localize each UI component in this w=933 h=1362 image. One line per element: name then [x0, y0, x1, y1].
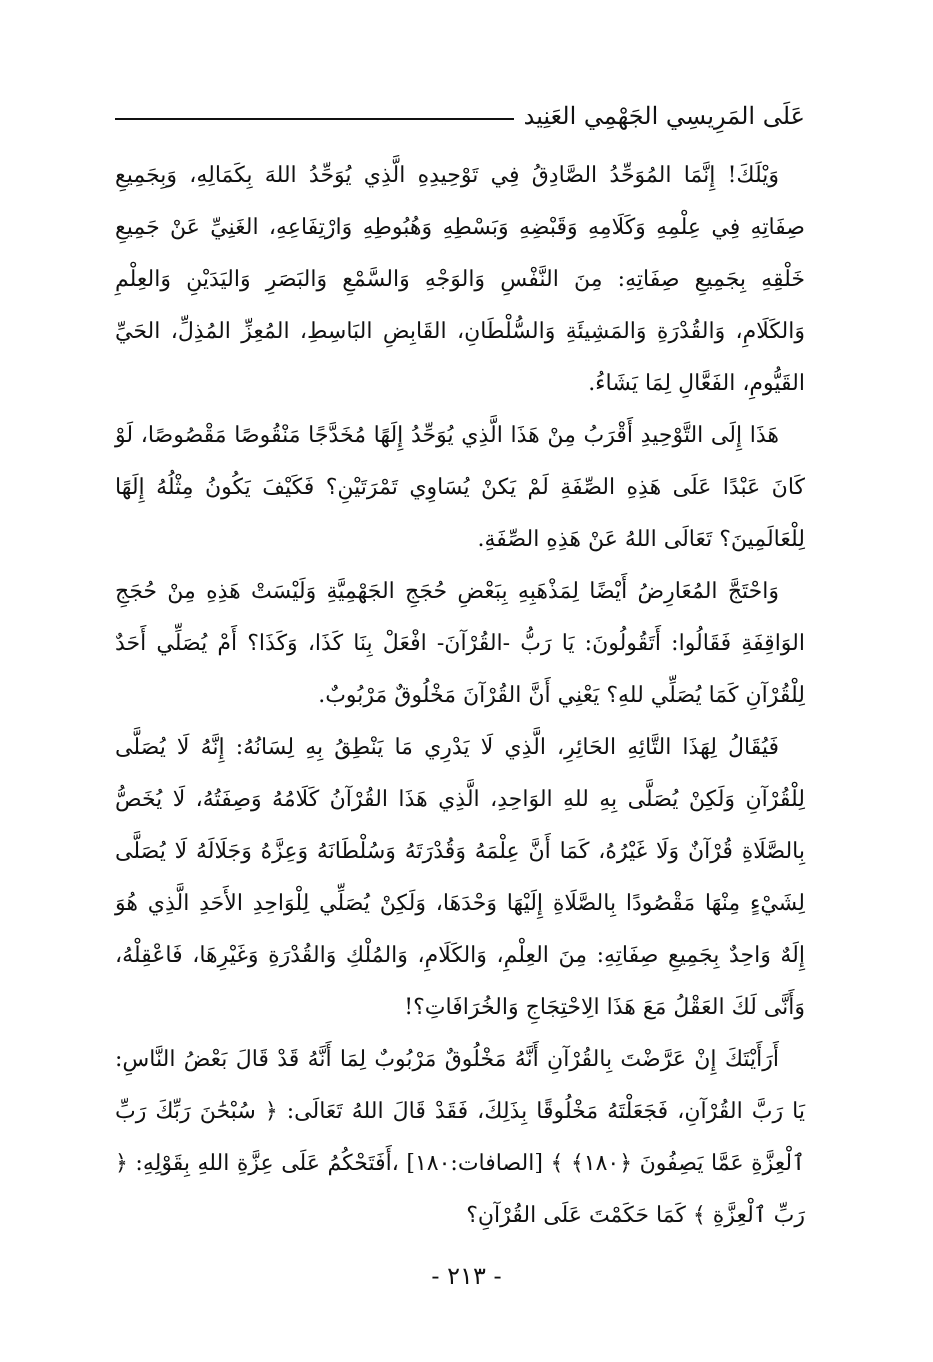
running-header-title: عَلَى المَرِيسِي الجَهْمِي العَنِيد — [523, 102, 805, 130]
paragraph: هَذَا إِلَى التَّوْحِيدِ أَقْرَبُ مِنْ هَذَا الَّذِي يُوَحِّدُ إِلَهًا مُخَدَّجًا مَنْقُوصًا مَقْصُوصًا، لَوْ كَانَ عَبْدًا عَلَى هَذِهِ الصِّفَةِ لَمْ يَكنْ يُسَاوِي تَمْرَتَيْنِ؟ فَكَيْفَ يَكُونُ مِثْلُهُ إِلَهًا لِلْعَالَمِينَ؟ تَعَالَى اللهُ عَنْ هَذِهِ الصِّفَةِ. — [115, 423, 805, 552]
body-text — [115, 150, 805, 1242]
header-rule — [115, 118, 514, 120]
paragraph: أَرَأَيْتَكَ إِنْ عَرَّضْتَ بِالقُرْآنِ أَنَّهُ مَخْلُوقٌ مَرْبُوبٌ لِمَا أَنَّهُ قَدْ قَالَ بَعْضُ النَّاسِ: يَا رَبَّ القُرْآنِ، فَجَعَلْتَهُ مَخْلُوقًا بِذَلِكَ، فَقَدْ قَالَ اللهُ تَعَالَى: ﴿ سُبْحَٰنَ رَبِّكَ رَبِّ ٱلْعِزَّةِ عَمَّا يَصِفُونَ ﴿١٨٠﴾ ﴾ [الصافات:١٨٠] ،أَفَتَحْكُمُ عَلَى عِزَّةِ اللهِ بِقَوْلِهِ: ﴿ رَبِّ ٱلْعِزَّةِ ﴾ كَمَا حَكَمْتَ عَلَى القُرْآنِ؟ — [115, 1047, 805, 1228]
paragraph: فَيُقَالُ لِهَذَا التَّائِهِ الحَائِرِ، الَّذِي لَا يَدْرِي مَا يَنْطِقُ بِهِ لِسَانُهُ: إِنَّهُ لَا يُصَلَّى لِلْقُرْآنِ وَلَكِنْ يُصَلَّى بِهِ للهِ الوَاحِدِ، الَّذِي هَذَا القُرْآنُ كَلَامُهُ وَصِفَتُهُ، لَا يُخَصُّ بِالصَّلَاةِ قُرْآنٌ وَلَا غَيْرُهُ، كَمَا أَنَّ عِلْمَهُ وَقُدْرَتَهُ وَسُلْطَانَهُ وَعِزَّهُ وَجَلَالَهُ لَا يُصَلَّى لِشَيْءٍ مِنْهَا مَقْصُودًا بِالصَّلَاةِ إِلَيْهَا وَحْدَهَا، وَلَكِنْ يُصَلِّي لِلْوَاحِدِ الأَحَدِ الَّذِي هُوَ إِلَهٌ وَاحِدٌ بِجَمِيعِ صِفَاتِهِ: مِنَ العِلْمِ، وَالكَلَامِ، وَالمُلْكِ وَالقُدْرَةِ وَغَيْرِهَا، فَاعْقِلْهُ، وَأَنَّى لَكَ العَقْلُ مَعَ هَذَا الِاحْتِجَاجِ وَالخُرَافَاتِ؟! — [115, 735, 805, 1020]
paragraph: وَيْلَكَ! إِنَّمَا المُوَحِّدُ الصَّادِقُ فِي تَوْحِيدِهِ الَّذِي يُوَحِّدُ اللهَ بِكَمَالِهِ، وَبِجَمِيعِ صِفَاتِهِ فِي عِلْمِهِ وَكَلَامِهِ وَقَبْضِهِ وَبَسْطِهِ وَهُبُوطِهِ وَارْتِفَاعِهِ، الغَنِيِّ عَنْ جَمِيعِ خَلْقِهِ بِجَمِيعِ صِفَاتِهِ: مِنَ النَّفْسِ وَالوَجْهِ وَالسَّمْعِ وَالبَصَرِ وَاليَدَيْنِ وَالعِلْمِ وَالكَلَامِ، وَالقُدْرَةِ وَالمَشِيئَةِ وَالسُّلْطَانِ، القَابِضِ البَاسِطِ، المُعِزِّ المُذِلِّ، الحَيِّ القَيُّومِ، الفَعَّالِ لِمَا يَشَاءُ. — [115, 163, 805, 396]
page-number: - ٢١٣ - — [431, 1262, 502, 1290]
paragraph: وَاحْتَجَّ المُعَارِضُ أَيْضًا لِمَذْهَبِهِ بِبَعْضِ حُجَجِ الجَهْمِيَّةِ وَلَيْسَتْ هَذِهِ مِنْ حُجَجِ الوَاقِفَةِ فَقَالُوا: أَتَقُولُونَ: يَا رَبُّ -القُرْآنَ- افْعَلْ بِنَا كَذَا، وَكَذَا؟ أَمْ يُصَلِّي أَحَدٌ لِلْقُرْآنِ كَمَا يُصَلِّي للهِ؟ يَعْنِي أَنَّ القُرْآنَ مَخْلُوقٌ مَرْبُوبٌ. — [115, 579, 805, 708]
running-header — [115, 88, 805, 128]
